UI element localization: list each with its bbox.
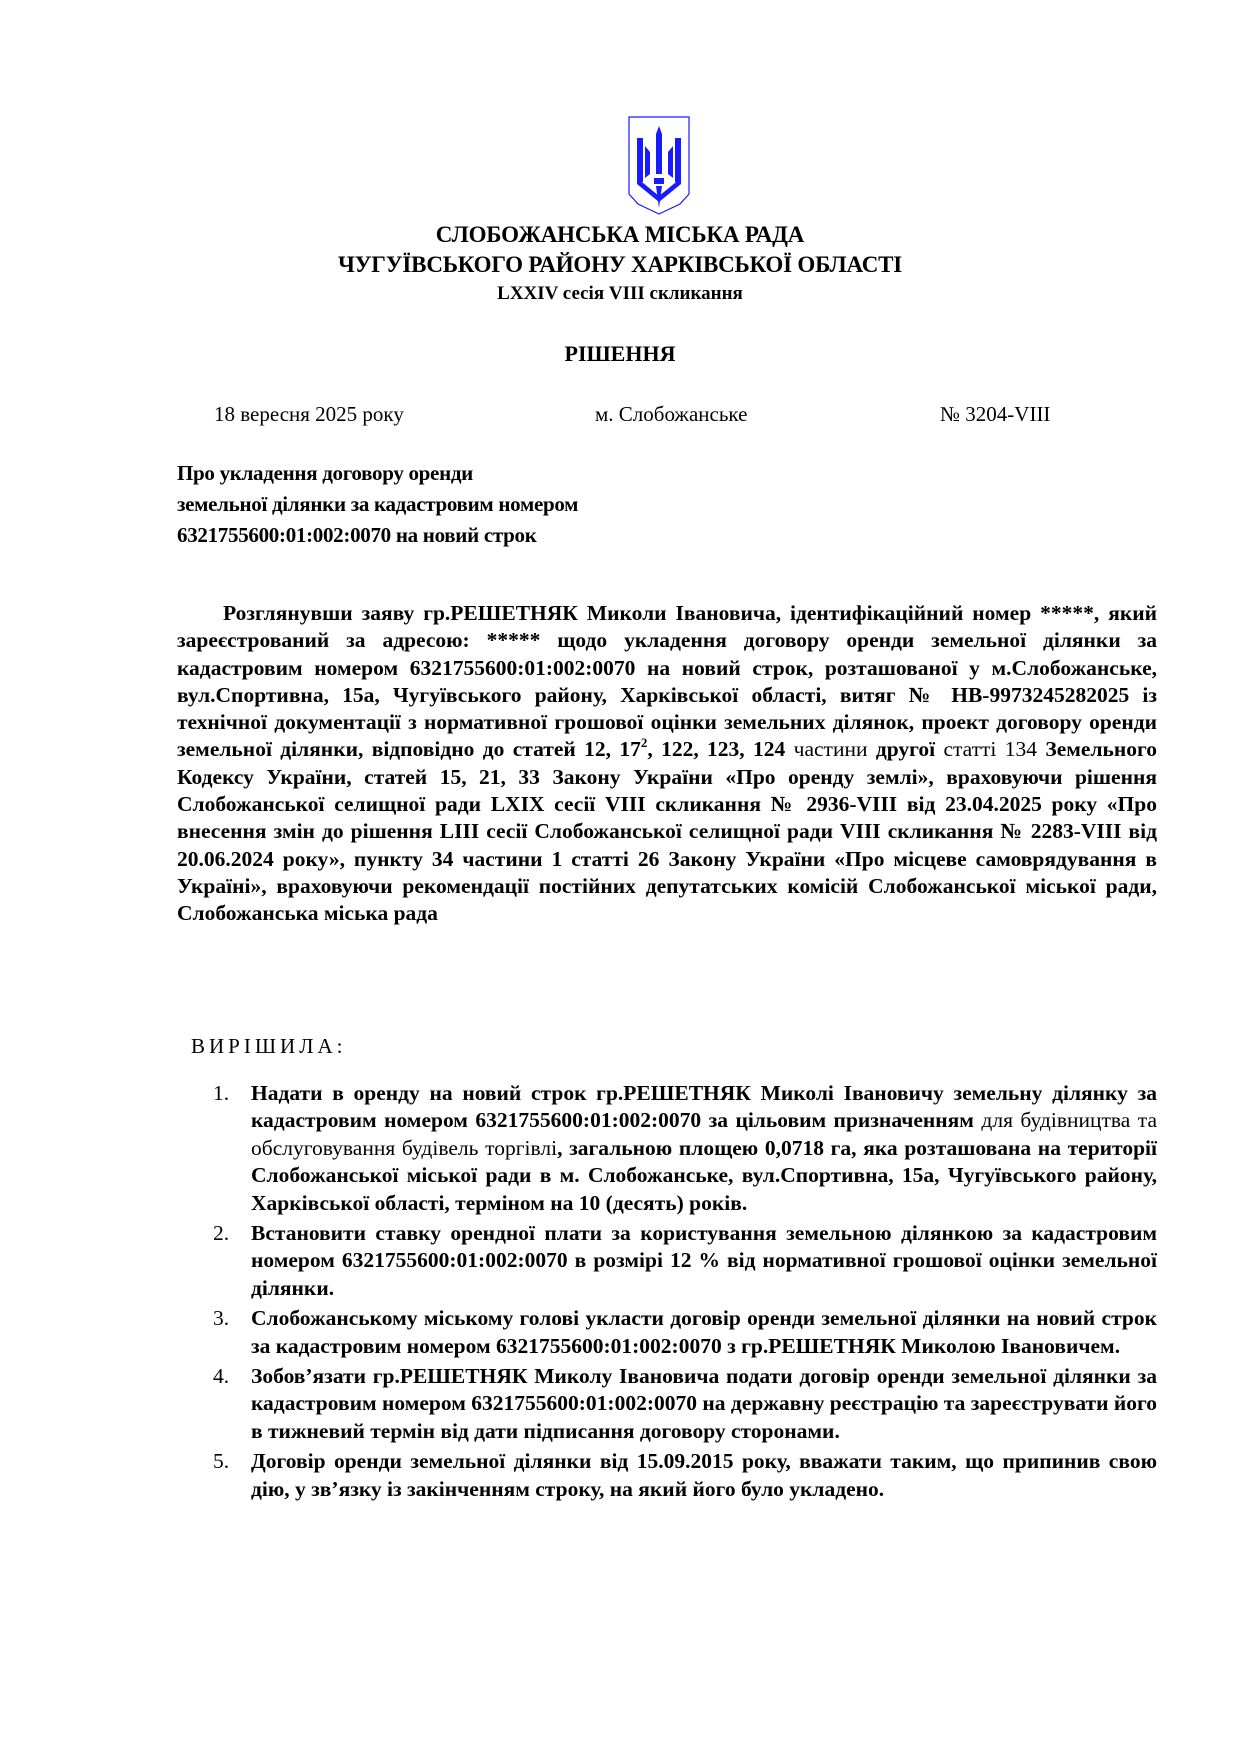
preamble-text: статті 134 [935, 737, 1046, 762]
item-number: 4. [213, 1364, 230, 1389]
preamble-text: Земельного Кодексу України, статей 15, 21, 33 Закону України «Про оренду землі», враховуючи рішення Слобожанської селищної ради LXIX сесії VIII скликання № 2936-VIII від 23.04.2025 року «Про внесення змін до рішення LIII сесії Слобожанської селищної ради VIII скликання № 2283-VIII від 20.06.2024 року», пункту 34 частини 1 статті 26 Закону України «Про місцеве самоврядування в Україні», враховуючи рекомендації постійних депутатських комісій Слобожанської міської ради, Слобожанська міська рада [177, 737, 1158, 926]
resolution-item [213, 1220, 1157, 1302]
council-name: СЛОБОЖАНСЬКА МІСЬКА РАДА [435, 222, 805, 247]
item-number: 1. [213, 1081, 230, 1105]
session-label: LXXIV сесія VIII скликання [497, 283, 743, 304]
superscript: 2 [640, 735, 648, 751]
preamble-text: Розглянувши заяву гр.РЕШЕТНЯК Миколи Івановича, ідентифікаційний номер *****, який зареєстрований за адресою: ***** щодо укладення договору оренди земельної ділянки за кадастровим номером 6321755600:01:002:0070 на новий строк, розташованої у м.Слобожанське, вул.Спортивна, 15а, Чугуївського району, Харківської області, витяг № НВ-9973245282025 із технічної документації з нормативної грошової оцінки земельних ділянок, проект договору оренди земельної ділянки, відповідно до статей 12, 17 [177, 601, 1157, 762]
item-text: Встановити ставку орендної плати за користування земельною ділянкою за кадастровим номером 6321755600:01:002:0070 в розмірі 12 % від нормативної грошової оцінки земельної ділянки. [251, 1221, 1157, 1300]
resolution-item [213, 1448, 1157, 1503]
resolution-item [213, 1305, 1157, 1360]
item-text: , загальною площею 0,0718 га, яка розташована на території Слобожанської міської ради в м. Слобожанське, вул.Спортивна, 15а, Чугуївського району, Харківської області, терміном на 10 (десять) років. [251, 1135, 1157, 1215]
item-text: Договір оренди земельної ділянки від 15.09.2015 року, вважати таким, що припинив свою дію, у зв’язку із закінченням строку, на який його було укладено. [251, 1449, 1157, 1501]
resolution-item [213, 1363, 1157, 1445]
resolved-heading: ВИРІШИЛА: [191, 1034, 347, 1058]
title-line: земельної ділянки за кадастровим номером [177, 492, 579, 516]
preamble-text: другої [875, 737, 936, 762]
resolution-items [213, 1080, 1157, 1506]
title-line: Про укладення договору оренди [177, 461, 473, 485]
item-text: Слобожанському міському голові укласти договір оренди земельної ділянки на новий строк за кадастровим номером 6321755600:01:002:0070 з гр.РЕШЕТНЯК Миколою Івановичем. [251, 1306, 1157, 1358]
preamble-text: частини [785, 737, 876, 762]
item-text: для будівництва та обслуговування будівель торгівлі [251, 1108, 1157, 1160]
coat-of-arms-icon [628, 116, 690, 216]
item-number: 2. [213, 1221, 230, 1246]
preamble-text: , 122, 123, 124 [647, 737, 786, 762]
decision-date: 18 вересня 2025 року [214, 402, 404, 426]
decision-place: м. Слобожанське [595, 402, 748, 426]
decision-title [177, 458, 578, 551]
resolution-item [213, 1080, 1157, 1217]
item-number: 5. [213, 1449, 230, 1474]
item-text: Зобов’язати гр.РЕШЕТНЯК Миколу Івановича подати договір оренди земельної ділянки за кадастровим номером 6321755600:01:002:0070 на державну реєстрацію та зареєструвати його в тижневий термін від дати підписання договору сторонами. [251, 1364, 1157, 1443]
item-text: Надати в оренду на новий строк гр.РЕШЕТНЯК Миколі Івановичу земельну ділянку за кадастровим номером 6321755600:01:002:0070 за цільовим призначенням [251, 1081, 1157, 1133]
item-number: 3. [213, 1306, 230, 1331]
document-type: РІШЕННЯ [564, 341, 676, 366]
decision-number: № 3204-VIII [940, 402, 1051, 426]
title-line: 6321755600:01:002:0070 на новий строк [177, 523, 537, 547]
preamble-paragraph [177, 600, 1157, 928]
council-district: ЧУГУЇВСЬКОГО РАЙОНУ ХАРКІВСЬКОЇ ОБЛАСТІ [337, 252, 903, 277]
